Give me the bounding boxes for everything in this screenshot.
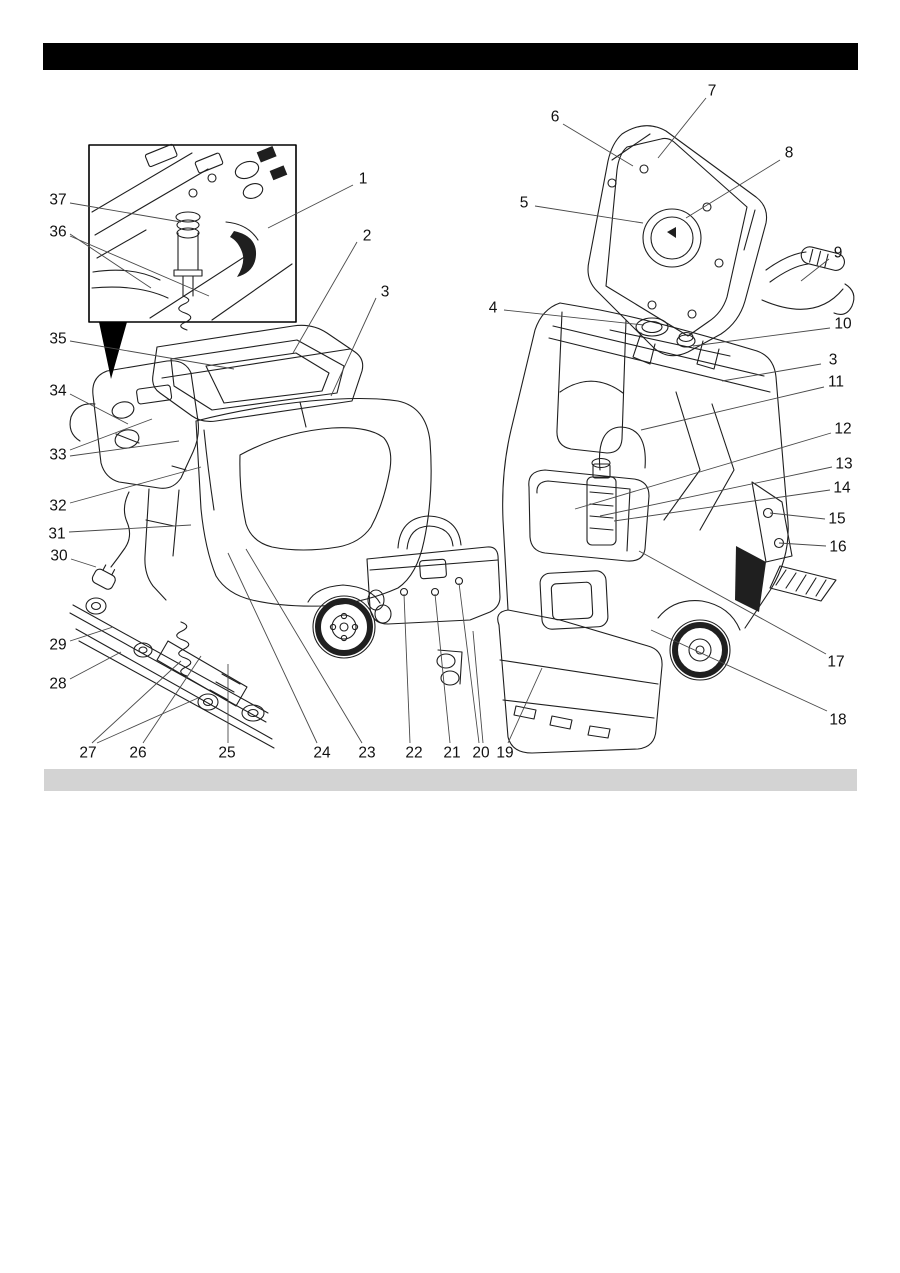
- callout-label-1: 1: [358, 170, 368, 188]
- leader-line-2: [293, 242, 357, 353]
- control-console: [70, 361, 198, 489]
- leader-line-11: [641, 387, 824, 430]
- right-machine-drawing: [437, 126, 854, 753]
- callout-label-31: 31: [48, 525, 66, 543]
- callout-label-27: 27: [79, 744, 97, 762]
- callout-label-10: 10: [834, 315, 852, 333]
- vacuum-turbine: [643, 209, 701, 267]
- leader-line-21: [435, 594, 450, 743]
- callout-label-18: 18: [829, 711, 847, 729]
- leader-line-8: [686, 160, 780, 218]
- squeegee-assembly: [70, 598, 274, 748]
- leader-line-12: [575, 433, 831, 509]
- recovery-tank-body: [196, 399, 431, 607]
- callout-label-21: 21: [443, 744, 461, 762]
- leader-line-15: [770, 513, 825, 519]
- brush-head-housing: [498, 610, 662, 753]
- leader-line-31: [69, 525, 191, 532]
- callout-label-6: 6: [550, 108, 560, 126]
- left-machine-drawing: [70, 325, 431, 748]
- callout-label-4: 4: [488, 299, 498, 317]
- callout-label-33: 33: [49, 446, 67, 464]
- leader-line-3: [722, 364, 821, 381]
- callout-label-16: 16: [829, 538, 847, 556]
- open-lid: [588, 126, 767, 356]
- callout-label-36: 36: [49, 223, 67, 241]
- leader-line-3: [331, 298, 376, 396]
- leader-line-30: [71, 559, 96, 567]
- callout-label-14: 14: [833, 479, 851, 497]
- leader-line-24: [228, 553, 317, 743]
- footer-bar: [44, 769, 857, 791]
- tank-lid: [153, 325, 363, 421]
- leader-line-28: [70, 652, 121, 679]
- leader-line-33: [70, 441, 179, 456]
- leader-line-19: [508, 668, 542, 743]
- callout-label-13: 13: [835, 455, 853, 473]
- callout-label-8: 8: [784, 144, 794, 162]
- leader-line-34: [70, 394, 128, 424]
- power-plug: [91, 492, 130, 591]
- callout-label-23: 23: [358, 744, 376, 762]
- callout-label-3: 3: [380, 283, 390, 301]
- leader-line-6: [563, 124, 633, 166]
- detail-inset: [89, 144, 296, 379]
- callout-label-17: 17: [827, 653, 845, 671]
- leader-line-16: [779, 543, 826, 546]
- callout-label-25: 25: [218, 744, 236, 762]
- callout-label-12: 12: [834, 420, 852, 438]
- callout-label-30: 30: [50, 547, 68, 565]
- callout-label-15: 15: [828, 510, 846, 528]
- callout-label-11: 11: [827, 373, 845, 391]
- callout-label-24: 24: [313, 744, 331, 762]
- leader-line-22: [404, 594, 410, 743]
- callout-label-32: 32: [49, 497, 67, 515]
- callout-label-7: 7: [707, 82, 717, 100]
- leader-line-33: [70, 419, 152, 450]
- callout-label-34: 34: [49, 382, 67, 400]
- callout-label-26: 26: [129, 744, 147, 762]
- callout-label-28: 28: [49, 675, 67, 693]
- callout-label-37: 37: [49, 191, 67, 209]
- squeegee-mount-drawing: [367, 516, 500, 624]
- callout-label-35: 35: [49, 330, 67, 348]
- callout-label-9: 9: [833, 244, 843, 262]
- callout-label-3: 3: [828, 351, 838, 369]
- leader-line-32: [70, 467, 201, 503]
- suspension-spring: [177, 622, 191, 676]
- leader-line-20: [473, 631, 483, 743]
- callout-label-5: 5: [519, 194, 529, 212]
- leader-line-27: [92, 661, 181, 743]
- header-bar: [43, 43, 858, 70]
- callout-label-19: 19: [496, 744, 514, 762]
- measuring-bottle: [529, 427, 649, 561]
- callout-label-20: 20: [472, 744, 490, 762]
- leader-line-5: [535, 206, 643, 223]
- leader-line-17: [639, 551, 826, 654]
- callout-label-29: 29: [49, 636, 67, 654]
- leader-line-10: [693, 328, 830, 346]
- callout-label-2: 2: [362, 227, 372, 245]
- transport-wheel: [658, 601, 740, 680]
- leader-line-35: [70, 341, 234, 369]
- pointer-wedge: [99, 322, 127, 379]
- tank-fill-opening: [636, 318, 668, 336]
- callout-label-22: 22: [405, 744, 423, 762]
